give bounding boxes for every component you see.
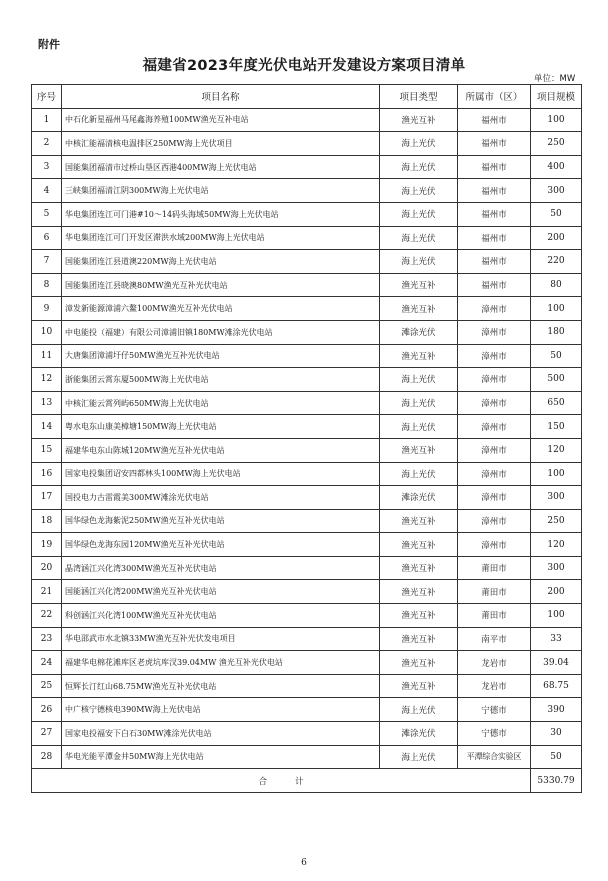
cell-no: 27	[32, 722, 62, 746]
cell-no: 18	[32, 509, 62, 533]
cell-region: 莆田市	[458, 580, 531, 604]
cell-region: 莆田市	[458, 556, 531, 580]
cell-project-name: 国能涵江兴化湾200MW渔光互补光伏电站	[62, 580, 380, 604]
cell-region: 漳州市	[458, 438, 531, 462]
cell-project-type: 滩涂光伏	[380, 320, 458, 344]
cell-region: 龙岩市	[458, 674, 531, 698]
cell-no: 26	[32, 698, 62, 722]
cell-region: 南平市	[458, 627, 531, 651]
table-row	[32, 627, 582, 651]
cell-region: 漳州市	[458, 368, 531, 392]
cell-region: 福州市	[458, 273, 531, 297]
cell-project-type: 渔光互补	[380, 509, 458, 533]
cell-region: 漳州市	[458, 415, 531, 439]
cell-scale: 180	[531, 320, 582, 344]
cell-project-type: 渔光互补	[380, 297, 458, 321]
cell-region: 平潭综合实验区	[458, 745, 531, 769]
cell-project-name: 国华绿色龙海东园120MW渔光互补光伏电站	[62, 533, 380, 557]
table-row	[32, 155, 582, 179]
table-row	[32, 391, 582, 415]
cell-scale: 100	[531, 297, 582, 321]
table-row	[32, 580, 582, 604]
cell-no: 12	[32, 368, 62, 392]
total-row	[32, 769, 582, 793]
cell-scale: 300	[531, 556, 582, 580]
cell-project-name: 国能集团连江县道澳220MW海上光伏电站	[62, 250, 380, 274]
cell-project-type: 渔光互补	[380, 556, 458, 580]
total-label: 合计	[32, 769, 531, 793]
table-row	[32, 415, 582, 439]
cell-project-name: 华电集团连江可门港#10～14码头海域50MW海上光伏电站	[62, 202, 380, 226]
cell-region: 漳州市	[458, 486, 531, 510]
cell-no: 8	[32, 273, 62, 297]
cell-region: 福州市	[458, 202, 531, 226]
cell-project-type: 渔光互补	[380, 344, 458, 368]
table-row	[32, 674, 582, 698]
cell-project-name: 福建华电棉花滩库区老虎坑库汊39.04MW 渔光互补光伏电站	[62, 651, 380, 675]
cell-project-type: 渔光互补	[380, 533, 458, 557]
cell-project-name: 晶湾涵江兴化湾300MW渔光互补光伏电站	[62, 556, 380, 580]
cell-project-type: 渔光互补	[380, 273, 458, 297]
cell-no: 10	[32, 320, 62, 344]
cell-no: 11	[32, 344, 62, 368]
cell-scale: 100	[531, 462, 582, 486]
cell-scale: 100	[531, 108, 582, 132]
cell-project-type: 海上光伏	[380, 250, 458, 274]
cell-scale: 250	[531, 509, 582, 533]
table-row	[32, 604, 582, 628]
cell-project-type: 海上光伏	[380, 368, 458, 392]
cell-project-name: 国能集团连江县晓澳80MW渔光互补光伏电站	[62, 273, 380, 297]
cell-project-name: 科创涵江兴化湾100MW渔光互补光伏电站	[62, 604, 380, 628]
cell-project-name: 中核汇能云霄列屿650MW海上光伏电站	[62, 391, 380, 415]
cell-project-name: 漳发新能源漳浦六鳌100MW渔光互补光伏电站	[62, 297, 380, 321]
table-row	[32, 250, 582, 274]
cell-project-name: 中核汇能福清核电温排区250MW海上光伏项目	[62, 132, 380, 156]
cell-project-type: 海上光伏	[380, 179, 458, 203]
project-table	[31, 84, 582, 793]
cell-project-type: 渔光互补	[380, 580, 458, 604]
cell-region: 漳州市	[458, 297, 531, 321]
cell-region: 福州市	[458, 179, 531, 203]
cell-region: 宁德市	[458, 722, 531, 746]
cell-project-type: 渔光互补	[380, 674, 458, 698]
table-row	[32, 273, 582, 297]
table-row	[32, 344, 582, 368]
cell-no: 13	[32, 391, 62, 415]
table-row	[32, 320, 582, 344]
cell-project-type: 海上光伏	[380, 745, 458, 769]
cell-project-name: 国家电投集团诏安四都林头100MW海上光伏电站	[62, 462, 380, 486]
cell-project-type: 海上光伏	[380, 155, 458, 179]
cell-project-name: 大唐集团漳浦圩仔50MW渔光互补光伏电站	[62, 344, 380, 368]
cell-region: 福州市	[458, 132, 531, 156]
table-row	[32, 179, 582, 203]
cell-project-name: 三峡集团福清江阴300MW海上光伏电站	[62, 179, 380, 203]
cell-no: 28	[32, 745, 62, 769]
cell-scale: 300	[531, 179, 582, 203]
header-scale: 项目规模	[531, 85, 582, 109]
cell-project-type: 渔光互补	[380, 627, 458, 651]
cell-project-type: 渔光互补	[380, 651, 458, 675]
cell-scale: 80	[531, 273, 582, 297]
cell-project-type: 海上光伏	[380, 462, 458, 486]
cell-no: 9	[32, 297, 62, 321]
total-value: 5330.79	[531, 769, 582, 793]
table-row	[32, 462, 582, 486]
cell-scale: 33	[531, 627, 582, 651]
cell-project-type: 海上光伏	[380, 226, 458, 250]
table-row	[32, 486, 582, 510]
cell-region: 福州市	[458, 226, 531, 250]
table-body	[32, 108, 582, 769]
cell-scale: 100	[531, 604, 582, 628]
cell-project-type: 渔光互补	[380, 108, 458, 132]
table-row	[32, 556, 582, 580]
cell-region: 漳州市	[458, 344, 531, 368]
annex-label: 附件	[38, 38, 60, 51]
cell-no: 24	[32, 651, 62, 675]
cell-region: 漳州市	[458, 320, 531, 344]
page-number: 6	[301, 858, 307, 868]
table-row	[32, 745, 582, 769]
cell-project-name: 中电能投（福建）有限公司漳浦旧镇180MW滩涂光伏电站	[62, 320, 380, 344]
table-row	[32, 509, 582, 533]
cell-region: 漳州市	[458, 509, 531, 533]
cell-scale: 120	[531, 533, 582, 557]
cell-project-name: 浙能集团云霄东厦500MW海上光伏电站	[62, 368, 380, 392]
cell-scale: 30	[531, 722, 582, 746]
cell-no: 22	[32, 604, 62, 628]
cell-no: 3	[32, 155, 62, 179]
cell-no: 7	[32, 250, 62, 274]
cell-no: 5	[32, 202, 62, 226]
table-row	[32, 368, 582, 392]
cell-project-name: 福建华电东山陈城120MW渔光互补光伏电站	[62, 438, 380, 462]
unit-note: 单位：MW	[534, 74, 576, 84]
cell-region: 漳州市	[458, 391, 531, 415]
header-region: 所属市（区）	[458, 85, 531, 109]
cell-region: 福州市	[458, 155, 531, 179]
cell-scale: 150	[531, 415, 582, 439]
cell-no: 21	[32, 580, 62, 604]
table-row	[32, 202, 582, 226]
table-row	[32, 722, 582, 746]
cell-project-name: 华电集团连江可门开发区滞洪水域200MW海上光伏电站	[62, 226, 380, 250]
table-header-row	[32, 85, 582, 109]
cell-project-type: 海上光伏	[380, 132, 458, 156]
cell-no: 16	[32, 462, 62, 486]
cell-scale: 68.75	[531, 674, 582, 698]
cell-scale: 500	[531, 368, 582, 392]
cell-project-type: 渔光互补	[380, 604, 458, 628]
table-row	[32, 651, 582, 675]
cell-scale: 39.04	[531, 651, 582, 675]
cell-scale: 200	[531, 226, 582, 250]
cell-project-type: 渔光互补	[380, 438, 458, 462]
cell-project-name: 华电光能平潭金井50MW海上光伏电站	[62, 745, 380, 769]
table-row	[32, 226, 582, 250]
cell-scale: 50	[531, 344, 582, 368]
cell-region: 漳州市	[458, 462, 531, 486]
cell-region: 龙岩市	[458, 651, 531, 675]
cell-no: 20	[32, 556, 62, 580]
cell-no: 6	[32, 226, 62, 250]
header-no: 序号	[32, 85, 62, 109]
cell-no: 1	[32, 108, 62, 132]
cell-no: 15	[32, 438, 62, 462]
cell-project-type: 海上光伏	[380, 391, 458, 415]
table-row	[32, 438, 582, 462]
cell-project-type: 滩涂光伏	[380, 486, 458, 510]
header-type: 项目类型	[380, 85, 458, 109]
cell-project-name: 华电邵武市水北镇33MW渔光互补光伏发电项目	[62, 627, 380, 651]
table-row	[32, 108, 582, 132]
cell-project-type: 海上光伏	[380, 415, 458, 439]
cell-project-type: 海上光伏	[380, 698, 458, 722]
cell-no: 2	[32, 132, 62, 156]
cell-scale: 50	[531, 745, 582, 769]
cell-scale: 250	[531, 132, 582, 156]
cell-no: 19	[32, 533, 62, 557]
cell-project-name: 国投电力古雷霞美300MW滩涂光伏电站	[62, 486, 380, 510]
cell-no: 4	[32, 179, 62, 203]
table-row	[32, 297, 582, 321]
cell-project-name: 国家电投福安下白石30MW滩涂光伏电站	[62, 722, 380, 746]
table-row	[32, 698, 582, 722]
cell-region: 漳州市	[458, 533, 531, 557]
cell-no: 17	[32, 486, 62, 510]
cell-project-type: 滩涂光伏	[380, 722, 458, 746]
cell-no: 25	[32, 674, 62, 698]
table-row	[32, 533, 582, 557]
cell-region: 宁德市	[458, 698, 531, 722]
cell-project-name: 恒辉长汀红山68.75MW渔光互补光伏电站	[62, 674, 380, 698]
document-title: 福建省2023年度光伏电站开发建设方案项目清单	[142, 58, 466, 74]
cell-scale: 400	[531, 155, 582, 179]
cell-project-name: 中石化新星福州马尾鑫海养殖100MW渔光互补电站	[62, 108, 380, 132]
cell-scale: 300	[531, 486, 582, 510]
cell-project-name: 粤水电东山康美樟塘150MW海上光伏电站	[62, 415, 380, 439]
cell-scale: 120	[531, 438, 582, 462]
cell-no: 23	[32, 627, 62, 651]
table-row	[32, 132, 582, 156]
cell-project-name: 中广核宁德核电390MW海上光伏电站	[62, 698, 380, 722]
cell-project-name: 国能集团福清市过桥山垦区西港400MW海上光伏电站	[62, 155, 380, 179]
cell-region: 莆田市	[458, 604, 531, 628]
cell-project-type: 海上光伏	[380, 202, 458, 226]
cell-scale: 650	[531, 391, 582, 415]
cell-region: 福州市	[458, 250, 531, 274]
cell-scale: 220	[531, 250, 582, 274]
cell-region: 福州市	[458, 108, 531, 132]
cell-project-name: 国华绿色龙海紫泥250MW渔光互补光伏电站	[62, 509, 380, 533]
cell-scale: 390	[531, 698, 582, 722]
cell-no: 14	[32, 415, 62, 439]
cell-scale: 50	[531, 202, 582, 226]
cell-scale: 200	[531, 580, 582, 604]
header-name: 项目名称	[62, 85, 380, 109]
